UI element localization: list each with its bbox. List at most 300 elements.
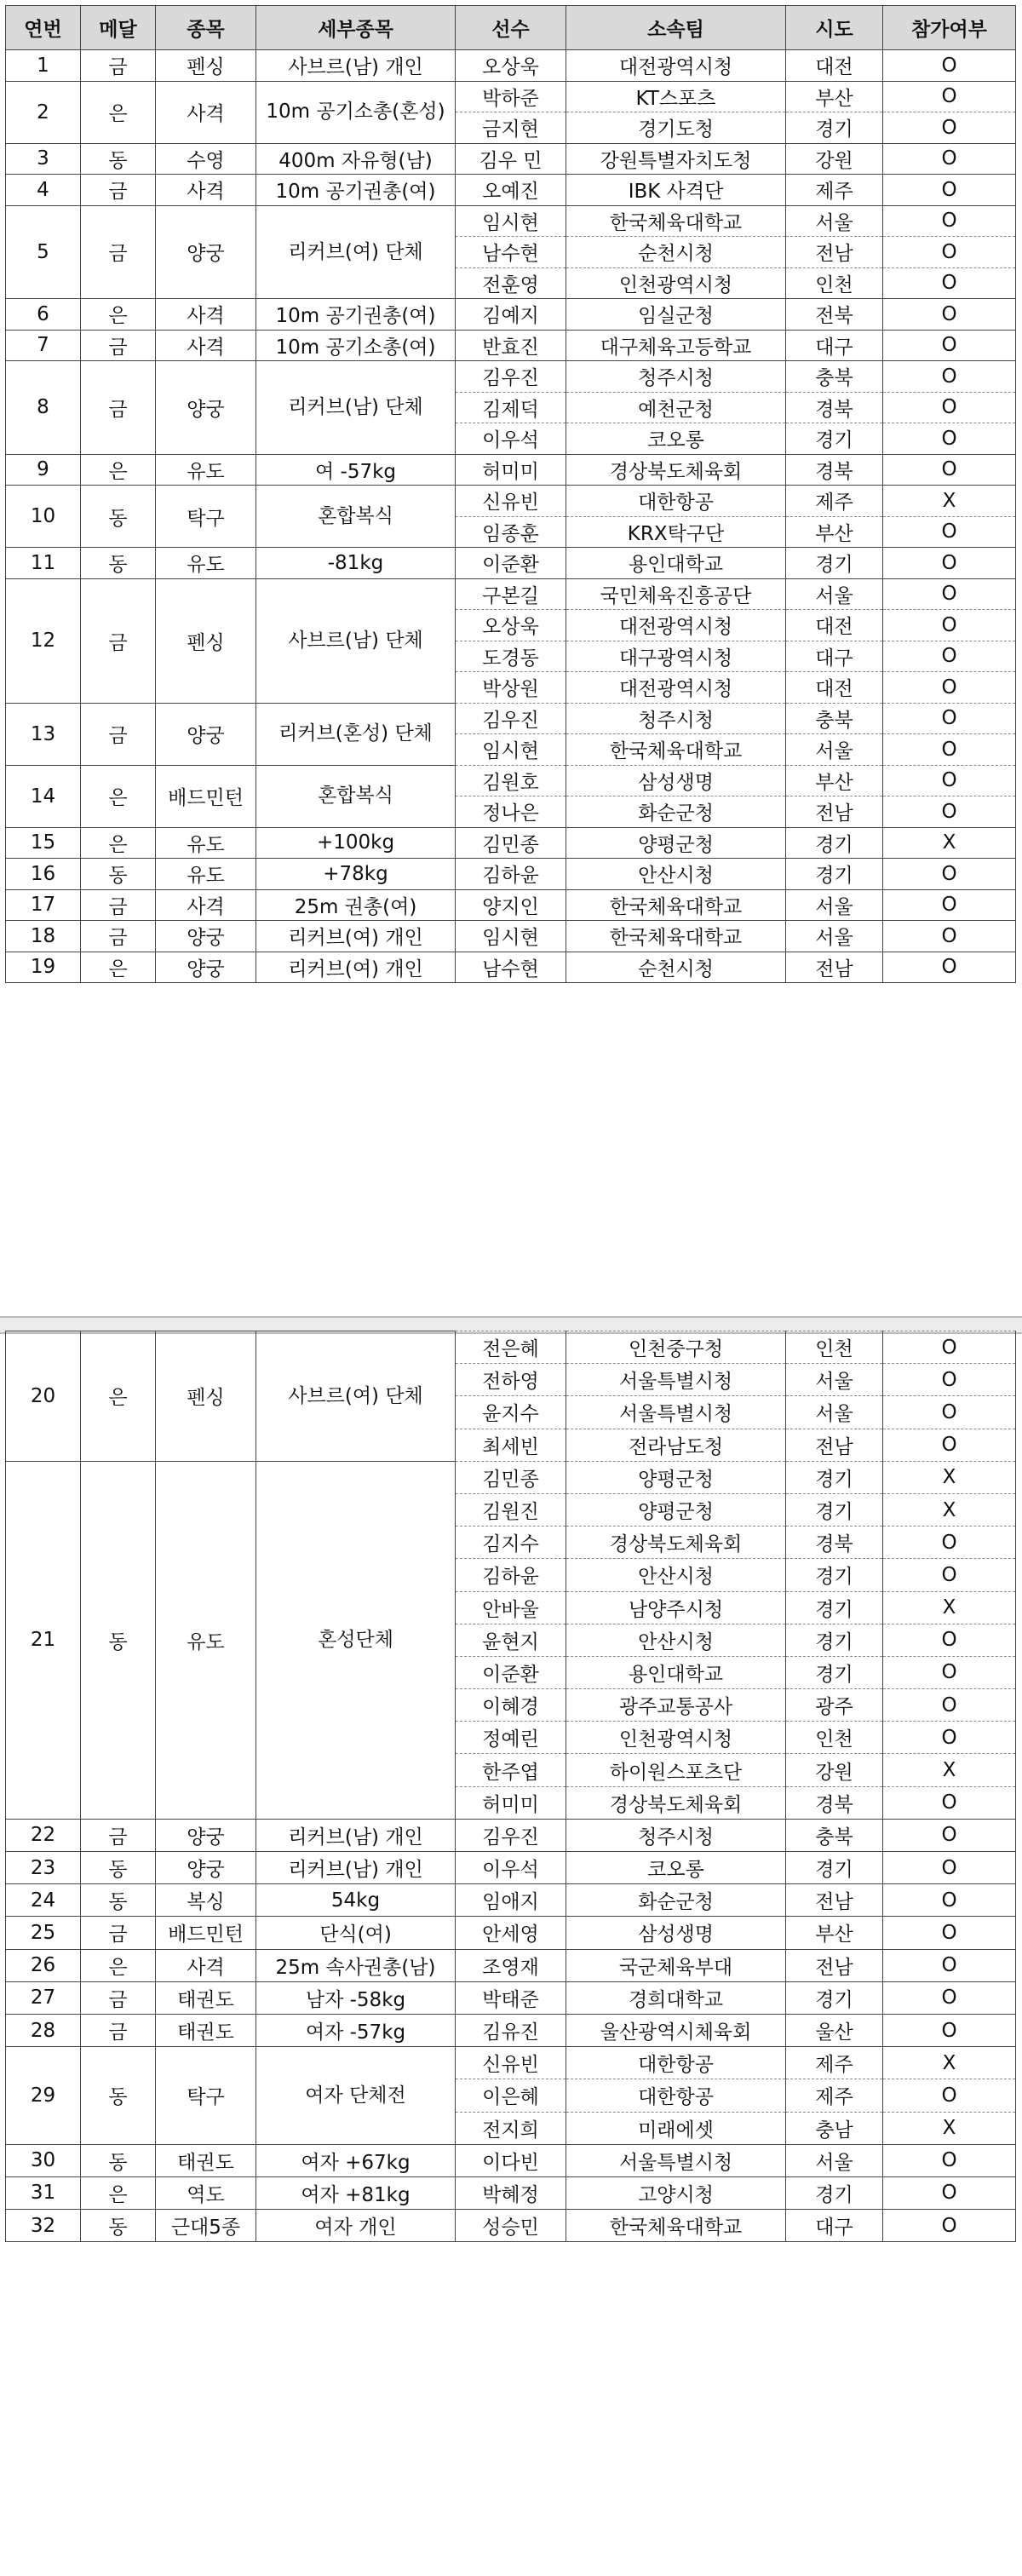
- cell-participation: O: [883, 299, 1016, 331]
- table-row: [6, 859, 1016, 890]
- cell-participation: O: [883, 2079, 1016, 2112]
- cell-team: 안산시청: [566, 1559, 786, 1591]
- cell-participation: O: [883, 1819, 1016, 1851]
- cell-team: 남양주시청: [566, 1591, 786, 1624]
- cell-team: 임실군청: [566, 299, 786, 331]
- cell-region: 광주: [786, 1689, 883, 1722]
- cell-region: 경기: [786, 548, 883, 579]
- cell-athlete: 이다빈: [456, 2144, 566, 2176]
- cell-participation: O: [883, 1786, 1016, 1819]
- cell-participation: O: [883, 50, 1016, 82]
- cell-no: 5: [6, 205, 81, 299]
- cell-participation: O: [883, 952, 1016, 983]
- cell-athlete: 임시현: [456, 734, 566, 766]
- cell-team: 화순군청: [566, 1884, 786, 1917]
- cell-team: 청주시청: [566, 703, 786, 734]
- cell-region: 경기: [786, 1624, 883, 1656]
- cell-athlete: 전지희: [456, 2112, 566, 2144]
- cell-medal: 동: [81, 859, 156, 890]
- cell-participation: O: [883, 267, 1016, 299]
- cell-sport: 유도: [156, 859, 256, 890]
- cell-participation: O: [883, 81, 1016, 112]
- cell-athlete: 임종훈: [456, 516, 566, 548]
- cell-team: 청주시청: [566, 361, 786, 393]
- cell-event: 리커브(여) 개인: [256, 921, 456, 952]
- cell-team: 예천군청: [566, 392, 786, 423]
- cell-athlete: 정나은: [456, 796, 566, 828]
- cell-no: 7: [6, 330, 81, 361]
- cell-no: 25: [6, 1917, 81, 1949]
- cell-team: 대한항공: [566, 2079, 786, 2112]
- cell-no: 30: [6, 2144, 81, 2176]
- cell-medal: 은: [81, 765, 156, 827]
- cell-participation: X: [883, 2112, 1016, 2144]
- cell-athlete: 안세영: [456, 1917, 566, 1949]
- cell-team: 전라남도청: [566, 1429, 786, 1461]
- cell-region: 인천: [786, 267, 883, 299]
- cell-participation: O: [883, 2176, 1016, 2209]
- cell-participation: O: [883, 112, 1016, 144]
- cell-team: 한국체육대학교: [566, 889, 786, 921]
- cell-no: 26: [6, 1949, 81, 1981]
- cell-participation: X: [883, 1461, 1016, 1493]
- cell-team: 경기도청: [566, 112, 786, 144]
- cell-team: 인천중구청: [566, 1331, 786, 1364]
- cell-athlete: 김예지: [456, 299, 566, 331]
- cell-event: 리커브(남) 단체: [256, 361, 456, 455]
- cell-team: 인천광역시청: [566, 1722, 786, 1754]
- cell-athlete: 전하영: [456, 1364, 566, 1396]
- cell-medal: 동: [81, 1884, 156, 1917]
- cell-sport: 사격: [156, 330, 256, 361]
- cell-athlete: 금지현: [456, 112, 566, 144]
- cell-participation: O: [883, 765, 1016, 796]
- cell-region: 전남: [786, 1429, 883, 1461]
- cell-athlete: 윤지수: [456, 1396, 566, 1429]
- cell-sport: 탁구: [156, 486, 256, 548]
- cell-participation: O: [883, 2144, 1016, 2176]
- cell-team: 한국체육대학교: [566, 205, 786, 237]
- cell-participation: X: [883, 1754, 1016, 1786]
- cell-no: 19: [6, 952, 81, 983]
- cell-sport: 양궁: [156, 1819, 256, 1851]
- cell-athlete: 이우석: [456, 1852, 566, 1884]
- cell-participation: O: [883, 1852, 1016, 1884]
- cell-no: 14: [6, 765, 81, 827]
- cell-region: 서울: [786, 578, 883, 610]
- cell-medal: 금: [81, 50, 156, 82]
- cell-athlete: 김민종: [456, 1461, 566, 1493]
- table-row: [6, 50, 1016, 82]
- cell-event: 여자 단체전: [256, 2047, 456, 2145]
- cell-athlete: 오상욱: [456, 610, 566, 641]
- table-row: [6, 2047, 1016, 2079]
- cell-medal: 동: [81, 2210, 156, 2242]
- cell-athlete: 임애지: [456, 1884, 566, 1917]
- table-row: [6, 2014, 1016, 2046]
- cell-athlete: 오상욱: [456, 50, 566, 82]
- cell-medal: 은: [81, 2176, 156, 2209]
- cell-region: 충북: [786, 703, 883, 734]
- table-row: [6, 361, 1016, 393]
- cell-athlete: 신유빈: [456, 486, 566, 517]
- cell-region: 서울: [786, 921, 883, 952]
- cell-event: 혼합복식: [256, 765, 456, 827]
- cell-athlete: 김제덕: [456, 392, 566, 423]
- cell-athlete: 김원호: [456, 765, 566, 796]
- cell-event: 10m 공기권총(여): [256, 175, 456, 206]
- cell-athlete: 남수현: [456, 237, 566, 268]
- cell-athlete: 조영재: [456, 1949, 566, 1981]
- cell-no: 18: [6, 921, 81, 952]
- cell-medal: 동: [81, 2144, 156, 2176]
- table-row: [6, 703, 1016, 734]
- cell-region: 경기: [786, 1656, 883, 1688]
- cell-no: 23: [6, 1852, 81, 1884]
- cell-team: 안산시청: [566, 859, 786, 890]
- cell-region: 경기: [786, 1852, 883, 1884]
- header-team: 소속팀: [566, 6, 786, 50]
- cell-region: 제주: [786, 175, 883, 206]
- cell-participation: X: [883, 1591, 1016, 1624]
- cell-sport: 복싱: [156, 1884, 256, 1917]
- table-row: [6, 578, 1016, 610]
- cell-region: 경북: [786, 454, 883, 486]
- header-region: 시도: [786, 6, 883, 50]
- cell-medal: 은: [81, 81, 156, 143]
- cell-participation: O: [883, 143, 1016, 175]
- cell-sport: 펜싱: [156, 1331, 256, 1462]
- cell-athlete: 허미미: [456, 454, 566, 486]
- cell-event: +78kg: [256, 859, 456, 890]
- cell-athlete: 이준환: [456, 1656, 566, 1688]
- cell-team: 국민체육진흥공단: [566, 578, 786, 610]
- cell-sport: 펜싱: [156, 578, 256, 703]
- cell-team: 경상북도체육회: [566, 454, 786, 486]
- cell-no: 27: [6, 1981, 81, 2014]
- cell-no: 24: [6, 1884, 81, 1917]
- cell-region: 전남: [786, 1949, 883, 1981]
- cell-medal: 금: [81, 2014, 156, 2046]
- cell-medal: 은: [81, 1949, 156, 1981]
- cell-no: 13: [6, 703, 81, 765]
- cell-participation: O: [883, 641, 1016, 672]
- cell-region: 대전: [786, 610, 883, 641]
- table-row: [6, 1949, 1016, 1981]
- cell-event: 혼합복식: [256, 486, 456, 548]
- cell-team: 양평군청: [566, 1461, 786, 1493]
- cell-team: 양평군청: [566, 1493, 786, 1526]
- cell-athlete: 허미미: [456, 1786, 566, 1819]
- cell-participation: O: [883, 1429, 1016, 1461]
- cell-athlete: 김우진: [456, 361, 566, 393]
- cell-athlete: 박상원: [456, 672, 566, 704]
- cell-event: 10m 공기소총(여): [256, 330, 456, 361]
- cell-team: KRX탁구단: [566, 516, 786, 548]
- cell-athlete: 김우진: [456, 703, 566, 734]
- table-row: [6, 2144, 1016, 2176]
- cell-region: 대전: [786, 672, 883, 704]
- cell-athlete: 오예진: [456, 175, 566, 206]
- cell-region: 경북: [786, 1786, 883, 1819]
- cell-team: 대전광역시청: [566, 672, 786, 704]
- cell-medal: 동: [81, 1461, 156, 1819]
- cell-sport: 태권도: [156, 2144, 256, 2176]
- cell-team: 순천시청: [566, 952, 786, 983]
- cell-region: 전북: [786, 299, 883, 331]
- cell-medal: 금: [81, 921, 156, 952]
- cell-no: 10: [6, 486, 81, 548]
- cell-team: 용인대학교: [566, 548, 786, 579]
- cell-medal: 동: [81, 2047, 156, 2145]
- cell-team: 대한항공: [566, 486, 786, 517]
- cell-team: 삼성생명: [566, 765, 786, 796]
- cell-event: 리커브(혼성) 단체: [256, 703, 456, 765]
- cell-team: 서울특별시청: [566, 2144, 786, 2176]
- cell-participation: O: [883, 392, 1016, 423]
- cell-participation: O: [883, 548, 1016, 579]
- cell-no: 20: [6, 1331, 81, 1462]
- cell-participation: X: [883, 1493, 1016, 1526]
- cell-no: 6: [6, 299, 81, 331]
- cell-athlete: 남수현: [456, 952, 566, 983]
- cell-sport: 사격: [156, 889, 256, 921]
- cell-region: 충북: [786, 1819, 883, 1851]
- cell-athlete: 양지인: [456, 889, 566, 921]
- cell-event: 남자 -58kg: [256, 1981, 456, 2014]
- cell-participation: O: [883, 1949, 1016, 1981]
- cell-team: 서울특별시청: [566, 1364, 786, 1396]
- cell-participation: O: [883, 330, 1016, 361]
- cell-team: 양평군청: [566, 827, 786, 859]
- cell-athlete: 이혜경: [456, 1689, 566, 1722]
- cell-region: 경북: [786, 392, 883, 423]
- cell-athlete: 이우석: [456, 423, 566, 455]
- cell-event: 25m 속사권총(남): [256, 1949, 456, 1981]
- table-body-top: [6, 50, 1016, 983]
- cell-participation: O: [883, 1364, 1016, 1396]
- cell-athlete: 박혜정: [456, 2176, 566, 2209]
- cell-sport: 배드민턴: [156, 1917, 256, 1949]
- cell-event: 400m 자유형(남): [256, 143, 456, 175]
- cell-event: 리커브(남) 개인: [256, 1819, 456, 1851]
- cell-no: 22: [6, 1819, 81, 1851]
- cell-sport: 역도: [156, 2176, 256, 2209]
- cell-event: 사브르(여) 단체: [256, 1331, 456, 1462]
- cell-team: 인천광역시청: [566, 267, 786, 299]
- cell-medal: 동: [81, 548, 156, 579]
- cell-medal: 금: [81, 1819, 156, 1851]
- cell-event: 리커브(여) 개인: [256, 952, 456, 983]
- cell-athlete: 김유진: [456, 2014, 566, 2046]
- cell-team: 한국체육대학교: [566, 2210, 786, 2242]
- cell-team: 울산광역시체육회: [566, 2014, 786, 2046]
- cell-sport: 유도: [156, 454, 256, 486]
- cell-medal: 금: [81, 578, 156, 703]
- table-row: [6, 330, 1016, 361]
- cell-participation: O: [883, 1396, 1016, 1429]
- cell-athlete: 정예린: [456, 1722, 566, 1754]
- cell-sport: 탁구: [156, 2047, 256, 2145]
- cell-no: 8: [6, 361, 81, 455]
- cell-participation: O: [883, 454, 1016, 486]
- cell-team: 대구체육고등학교: [566, 330, 786, 361]
- table-row: [6, 1852, 1016, 1884]
- cell-participation: O: [883, 672, 1016, 704]
- cell-participation: O: [883, 175, 1016, 206]
- cell-sport: 양궁: [156, 703, 256, 765]
- cell-region: 대구: [786, 330, 883, 361]
- cell-region: 서울: [786, 1364, 883, 1396]
- cell-athlete: 반효진: [456, 330, 566, 361]
- cell-region: 서울: [786, 2144, 883, 2176]
- header-event: 세부종목: [256, 6, 456, 50]
- cell-event: 혼성단체: [256, 1461, 456, 1819]
- cell-athlete: 도경동: [456, 641, 566, 672]
- header-participation: 참가여부: [883, 6, 1016, 50]
- cell-team: 경상북도체육회: [566, 1527, 786, 1559]
- cell-event: 여 -57kg: [256, 454, 456, 486]
- cell-event: 여자 +81kg: [256, 2176, 456, 2209]
- table-body-bottom: [6, 1331, 1016, 2242]
- cell-participation: O: [883, 610, 1016, 641]
- table-row: [6, 1461, 1016, 1493]
- cell-region: 부산: [786, 765, 883, 796]
- cell-participation: O: [883, 889, 1016, 921]
- table-row: [6, 1884, 1016, 1917]
- cell-event: 단식(여): [256, 1917, 456, 1949]
- table-row: [6, 1917, 1016, 1949]
- cell-region: 인천: [786, 1722, 883, 1754]
- cell-sport: 유도: [156, 548, 256, 579]
- cell-sport: 배드민턴: [156, 765, 256, 827]
- cell-sport: 유도: [156, 827, 256, 859]
- cell-team: 미래에셋: [566, 2112, 786, 2144]
- cell-medal: 동: [81, 1852, 156, 1884]
- cell-athlete: 전은혜: [456, 1331, 566, 1364]
- cell-participation: O: [883, 2014, 1016, 2046]
- cell-athlete: 임시현: [456, 921, 566, 952]
- cell-region: 경기: [786, 859, 883, 890]
- cell-participation: O: [883, 1559, 1016, 1591]
- cell-team: 경상북도체육회: [566, 1786, 786, 1819]
- cell-event: +100kg: [256, 827, 456, 859]
- cell-region: 강원: [786, 143, 883, 175]
- cell-athlete: 김하윤: [456, 859, 566, 890]
- cell-region: 강원: [786, 1754, 883, 1786]
- cell-region: 경북: [786, 1527, 883, 1559]
- cell-sport: 태권도: [156, 1981, 256, 2014]
- cell-team: 국군체육부대: [566, 1949, 786, 1981]
- header-sport: 종목: [156, 6, 256, 50]
- cell-no: 1: [6, 50, 81, 82]
- cell-region: 서울: [786, 734, 883, 766]
- cell-event: 사브르(남) 개인: [256, 50, 456, 82]
- cell-no: 15: [6, 827, 81, 859]
- cell-sport: 양궁: [156, 1852, 256, 1884]
- cell-no: 9: [6, 454, 81, 486]
- cell-region: 경기: [786, 1461, 883, 1493]
- cell-team: 하이원스포츠단: [566, 1754, 786, 1786]
- cell-team: IBK 사격단: [566, 175, 786, 206]
- table-row: [6, 81, 1016, 112]
- cell-region: 경기: [786, 112, 883, 144]
- cell-sport: 태권도: [156, 2014, 256, 2046]
- cell-sport: 양궁: [156, 205, 256, 299]
- cell-region: 제주: [786, 2047, 883, 2079]
- cell-team: 대전광역시청: [566, 50, 786, 82]
- cell-sport: 양궁: [156, 921, 256, 952]
- cell-medal: 은: [81, 952, 156, 983]
- table-row: [6, 2210, 1016, 2242]
- cell-event: -81kg: [256, 548, 456, 579]
- cell-athlete: 김우진: [456, 1819, 566, 1851]
- cell-participation: O: [883, 516, 1016, 548]
- cell-participation: O: [883, 921, 1016, 952]
- cell-medal: 금: [81, 361, 156, 455]
- cell-medal: 금: [81, 175, 156, 206]
- cell-event: 리커브(남) 개인: [256, 1852, 456, 1884]
- table-row: [6, 2176, 1016, 2209]
- cell-team: 대구광역시청: [566, 641, 786, 672]
- cell-team: 안산시청: [566, 1624, 786, 1656]
- cell-no: 31: [6, 2176, 81, 2209]
- cell-region: 경기: [786, 827, 883, 859]
- table-row: [6, 889, 1016, 921]
- cell-team: 한국체육대학교: [566, 734, 786, 766]
- cell-medal: 은: [81, 1331, 156, 1462]
- cell-participation: O: [883, 1527, 1016, 1559]
- cell-medal: 동: [81, 143, 156, 175]
- cell-team: 고양시청: [566, 2176, 786, 2209]
- cell-team: 경희대학교: [566, 1981, 786, 2014]
- cell-event: 54kg: [256, 1884, 456, 1917]
- cell-participation: O: [883, 237, 1016, 268]
- cell-team: 대한항공: [566, 2047, 786, 2079]
- cell-participation: O: [883, 1981, 1016, 2014]
- cell-athlete: 김지수: [456, 1527, 566, 1559]
- cell-athlete: 이은혜: [456, 2079, 566, 2112]
- cell-sport: 사격: [156, 81, 256, 143]
- cell-event: 여자 -57kg: [256, 2014, 456, 2046]
- cell-sport: 유도: [156, 1461, 256, 1819]
- cell-no: 3: [6, 143, 81, 175]
- cell-event: 10m 공기소총(혼성): [256, 81, 456, 143]
- cell-medal: 금: [81, 205, 156, 299]
- cell-participation: O: [883, 734, 1016, 766]
- table-row: [6, 1819, 1016, 1851]
- medal-table-top: [5, 5, 1016, 983]
- cell-region: 경기: [786, 1559, 883, 1591]
- cell-athlete: 김민종: [456, 827, 566, 859]
- cell-athlete: 김우 민: [456, 143, 566, 175]
- cell-no: 17: [6, 889, 81, 921]
- cell-region: 충북: [786, 361, 883, 393]
- cell-participation: O: [883, 1624, 1016, 1656]
- table-row: [6, 175, 1016, 206]
- cell-region: 전남: [786, 952, 883, 983]
- cell-participation: O: [883, 423, 1016, 455]
- cell-region: 대구: [786, 2210, 883, 2242]
- cell-medal: 금: [81, 889, 156, 921]
- cell-region: 부산: [786, 516, 883, 548]
- cell-team: 코오롱: [566, 1852, 786, 1884]
- cell-medal: 금: [81, 1981, 156, 2014]
- cell-medal: 금: [81, 330, 156, 361]
- cell-participation: O: [883, 1689, 1016, 1722]
- cell-region: 대전: [786, 50, 883, 82]
- cell-athlete: 김하윤: [456, 1559, 566, 1591]
